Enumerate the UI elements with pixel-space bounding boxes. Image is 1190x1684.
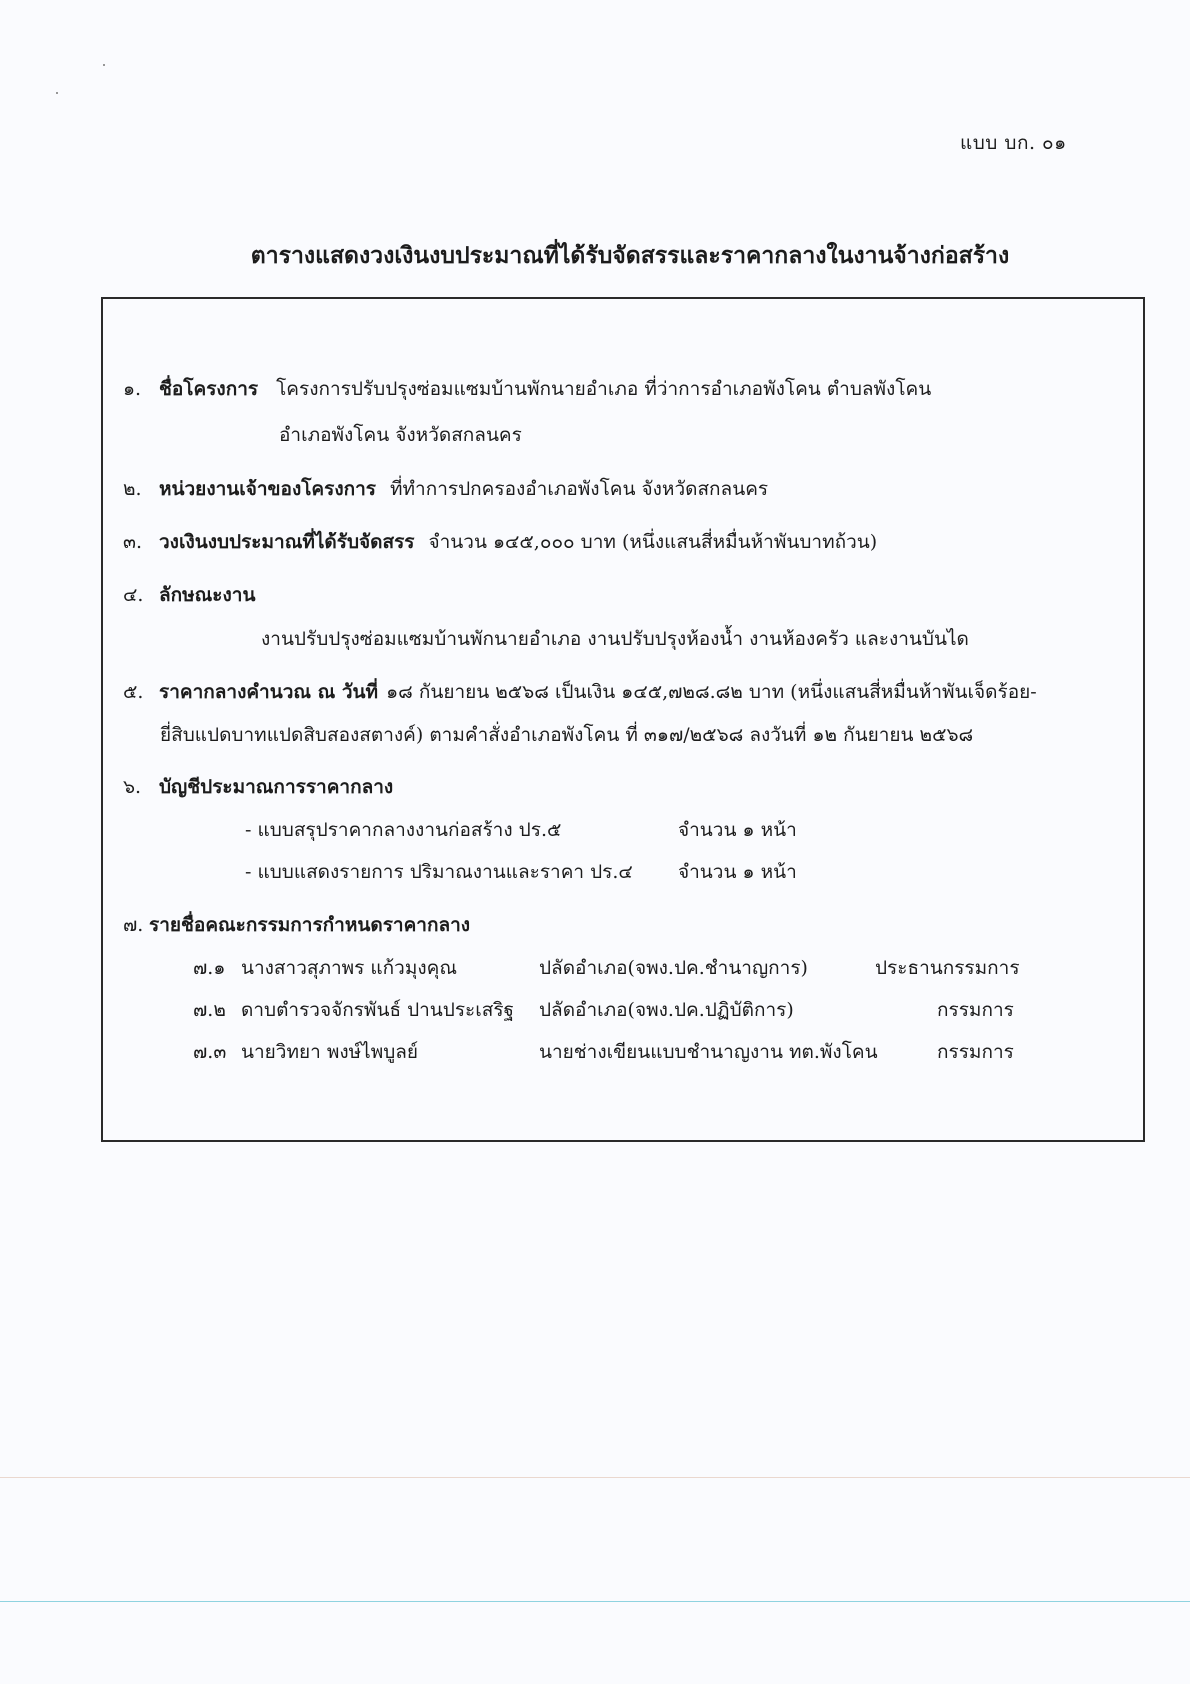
item-1-label: ชื่อโครงการ <box>159 378 259 400</box>
member-position: นายช่างเขียนแบบชำนาญงาน ทต.พังโคน <box>539 1041 878 1063</box>
item-3 <box>123 527 877 557</box>
member-role: กรรมการ <box>937 1041 1014 1063</box>
item-3-number: ๓. <box>123 531 143 553</box>
page-title: ตารางแสดงวงเงินงบประมาณที่ได้รับจัดสรรและราคากลางในงานจ้างก่อสร้าง <box>250 242 1010 269</box>
item-7-number: ๗. <box>123 914 144 936</box>
item-6 <box>123 772 393 802</box>
estimate-row-count: จำนวน ๑ หน้า <box>678 819 797 841</box>
item-5-number: ๕. <box>123 681 144 703</box>
item-3-text: จำนวน ๑๔๕,๐๐๐ บาท (หนึ่งแสนสี่หมื่นห้าพันบาทถ้วน) <box>428 531 878 553</box>
member-number: ๗.๒ <box>193 999 226 1021</box>
item-6-number: ๖. <box>123 776 142 798</box>
item-1-text: โครงการปรับปรุงซ่อมแซมบ้านพักนายอำเภอ ที่ว่าการอำเภอพังโคน ตำบลพังโคน <box>276 378 932 400</box>
item-4 <box>123 580 255 610</box>
item-5-continued: ยี่สิบแปดบาทแปดสิบสองสตางค์) ตามคำสั่งอำเภอพังโคน ที่ ๓๑๗/๒๕๖๘ ลงวันที่ ๑๒ กันยายน ๒๕๖๘ <box>160 724 974 746</box>
item-4-text: งานปรับปรุงซ่อมแซมบ้านพักนายอำเภอ งานปรับปรุงห้องน้ำ งานห้องครัว และงานบันได <box>261 628 969 650</box>
scan-divider <box>0 1601 1190 1602</box>
scan-speck <box>56 92 58 94</box>
item-6-label: บัญชีประมาณการราคากลาง <box>159 776 394 798</box>
item-7-label: รายชื่อคณะกรรมการกำหนดราคากลาง <box>149 914 471 936</box>
item-4-label: ลักษณะงาน <box>159 584 256 606</box>
item-5 <box>123 677 1037 707</box>
member-number: ๗.๓ <box>193 1041 227 1063</box>
member-position: ปลัดอำเภอ(จพง.ปค.ปฏิบัติการ) <box>539 999 794 1021</box>
member-role: กรรมการ <box>937 999 1014 1021</box>
member-name: นางสาวสุภาพร แก้วมุงคุณ <box>241 957 457 979</box>
item-2-number: ๒. <box>123 478 142 500</box>
item-3-label: วงเงินงบประมาณที่ได้รับจัดสรร <box>159 531 415 553</box>
member-name: ดาบตำรวจจักรพันธ์ ปานประเสริฐ <box>241 999 515 1021</box>
item-1-continued: อำเภอพังโคน จังหวัดสกลนคร <box>279 424 522 446</box>
member-number: ๗.๑ <box>193 957 226 979</box>
item-1-number: ๑. <box>123 378 142 400</box>
estimate-row-desc: - แบบแสดงรายการ ปริมาณงานและราคา ปร.๔ <box>245 861 633 883</box>
item-2-text: ที่ทำการปกครองอำเภอพังโคน จังหวัดสกลนคร <box>390 478 769 500</box>
estimate-row-desc: - แบบสรุปราคากลางงานก่อสร้าง ปร.๕ <box>245 819 562 841</box>
item-7 <box>123 910 470 940</box>
member-name: นายวิทยา พงษ์ไพบูลย์ <box>241 1041 419 1063</box>
item-5-label: ราคากลางคำนวณ ณ วันที่ <box>159 681 379 703</box>
item-4-number: ๔. <box>123 584 144 606</box>
item-2 <box>123 474 768 504</box>
scan-speck <box>103 64 105 66</box>
estimate-row-count: จำนวน ๑ หน้า <box>678 861 797 883</box>
item-2-label: หน่วยงานเจ้าของโครงการ <box>159 478 376 500</box>
form-code: แบบ บก. ๐๑ <box>960 132 1067 154</box>
item-1 <box>123 374 931 404</box>
member-role: ประธานกรรมการ <box>875 957 1020 979</box>
item-5-text: ๑๘ กันยายน ๒๕๖๘ เป็นเงิน ๑๔๕,๗๒๘.๘๒ บาท (หนึ่งแสนสี่หมื่นห้าพันเจ็ดร้อย- <box>386 681 1037 703</box>
scan-divider <box>0 1477 1190 1478</box>
member-position: ปลัดอำเภอ(จพง.ปค.ชำนาญการ) <box>539 957 808 979</box>
